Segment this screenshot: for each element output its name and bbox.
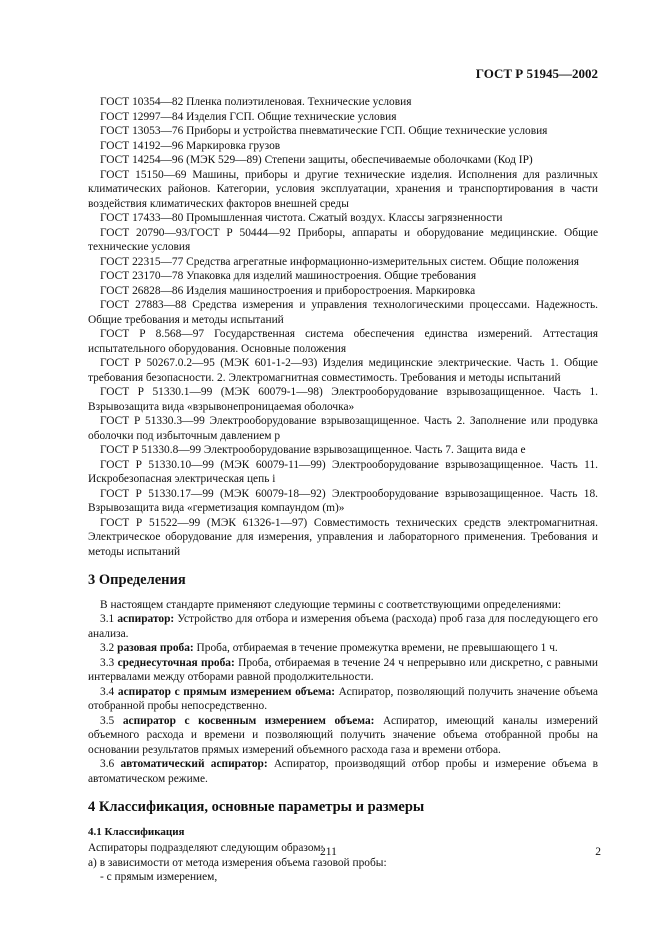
reference-item: ГОСТ 14254—96 (МЭК 529—89) Степени защиты, обеспечиваемые оболочками (Код IP) <box>100 154 533 166</box>
definition-term: аспиратор с косвенным измерением объема: <box>122 714 375 727</box>
reference-item: ГОСТ Р 51330.1—99 (МЭК 60079-1—98) Электрооборудование взрывозащищенное. Часть 1. Взрывозащита вида «взрывонепроницаемая оболочка» <box>88 386 598 413</box>
reference-item: ГОСТ Р 51522—99 (МЭК 61326-1—97) Совместимость технических средств электромагнитная. Электрическое оборудование для измерения, управления и лабораторного применения. Требования и методы испытаний <box>88 516 598 558</box>
reference-item: ГОСТ Р 8.568—97 Государственная система обеспечения единства измерений. Аттестация испытательного оборудования. Основные положения <box>88 328 598 355</box>
section-3-title: 3 Определения <box>88 572 186 588</box>
definition-text: Аспиратор, производящий отбор пробы и измерение объема в автоматическом режиме. <box>88 758 598 785</box>
reference-item: ГОСТ 10354—82 Пленка полиэтиленовая. Технические условия <box>100 96 412 108</box>
definition-item <box>88 641 598 656</box>
definition-number: 3.5 <box>100 714 115 727</box>
definition-term: разовая проба: <box>117 642 194 654</box>
classification-subitem: - с прямым измерением, <box>100 871 218 883</box>
definition-item <box>88 612 598 641</box>
page-number-center: 211 <box>320 846 337 858</box>
normative-references <box>88 95 598 559</box>
reference-item: ГОСТ Р 50267.0.2—95 (МЭК 601-1-2—93) Изделия медицинские электрические. Часть 1. Общие требования безопасности. 2. Электромагнитная совместимость. Требования и методы испытаний <box>88 357 598 384</box>
reference-item: ГОСТ 17433—80 Промышленная чистота. Сжатый воздух. Классы загрязненности <box>100 212 503 224</box>
definition-term: среднесуточная проба: <box>117 656 235 669</box>
section-3-intro: В настоящем стандарте применяют следующие термины с соответствующими определениями: <box>100 598 562 611</box>
reference-item: ГОСТ 14192—96 Маркировка грузов <box>100 139 281 152</box>
definition-item <box>88 757 598 786</box>
reference-item: ГОСТ 12997—84 Изделия ГСП. Общие технические условия <box>100 110 397 123</box>
reference-item: ГОСТ 27883—88 Средства измерения и управления технологическими процессами. Надежность. Общие требования и методы испытаний <box>88 299 598 326</box>
definition-text: Аспиратор, позволяющий получить значение объема отобранной пробы непосредственно. <box>88 685 598 712</box>
definitions-list <box>88 612 598 786</box>
reference-item: ГОСТ Р 51330.8—99 Электрооборудование взрывозащищенное. Часть 7. Защита вида e <box>100 444 526 456</box>
subsection-4-1-title: 4.1 Классификация <box>88 825 185 838</box>
page-number-right: 2 <box>595 846 601 858</box>
definition-number: 3.3 <box>100 656 115 669</box>
reference-item: ГОСТ 20790—93/ГОСТ Р 50444—92 Приборы, аппараты и оборудование медицинские. Общие технические условия <box>88 226 598 253</box>
document-body <box>88 95 598 885</box>
definition-text: Устройство для отбора и измерения объема (расхода) проб газа для последующего его анализа. <box>88 613 598 640</box>
reference-item: ГОСТ 22315—77 Средства агрегатные информационно-измерительных систем. Общие положения <box>100 255 579 268</box>
definition-text: Проба, отбираемая в течение 24 ч непрерывно или дискретно, с равными интервалами между отборами равной продолжительности. <box>88 656 598 683</box>
reference-item: ГОСТ 23170—78 Упаковка для изделий машиностроения. Общие требования <box>100 270 477 282</box>
classification-intro: Аспираторы подразделяют следующим образом: <box>88 842 324 854</box>
definition-item <box>88 656 598 685</box>
definition-number: 3.6 <box>100 758 115 770</box>
definition-term: аспиратор: <box>117 613 175 625</box>
reference-item: ГОСТ 15150—69 Машины, приборы и другие технические изделия. Исполнения для различных климатических районов. Категории, условия эксплуатации, хранения и транспортирования в части воздействия климатических факторов внешней среды <box>88 168 598 210</box>
reference-item: ГОСТ Р 51330.17—99 (МЭК 60079-18—92) Электрооборудование взрывозащищенное. Часть 18. Взрывозащита вида «герметизация компаундом (m)» <box>88 487 598 514</box>
definition-number: 3.2 <box>100 642 115 654</box>
definition-text: Проба, отбираемая в течение промежутка времени, не превышающего 1 ч. <box>193 642 558 654</box>
classification-item-a: а) в зависимости от метода измерения объема газовой пробы: <box>88 856 387 869</box>
section-4-title: 4 Классификация, основные параметры и размеры <box>88 799 425 815</box>
reference-item: ГОСТ Р 51330.10—99 (МЭК 60079-11—99) Электрооборудование взрывозащищенное. Часть 11. Искробезопасная электрическая цепь i <box>88 458 598 485</box>
definition-item <box>88 685 598 714</box>
definition-item <box>88 714 598 758</box>
reference-item: ГОСТ 26828—86 Изделия машиностроения и приборостроения. Маркировка <box>100 284 476 297</box>
document-header: ГОСТ Р 51945—2002 <box>475 66 598 81</box>
definition-term: аспиратор с прямым измерением объема: <box>117 685 336 698</box>
definition-term: автоматический аспиратор: <box>120 758 268 770</box>
definition-text: Аспиратор, имеющий каналы измерений объемного расхода и времени и позволяющий получить значение объема отобранной пробы на основании результатов прямых измерений объемного расхода газа и времени отбора. <box>88 714 598 756</box>
definition-number: 3.4 <box>100 685 115 698</box>
reference-item: ГОСТ Р 51330.3—99 Электрооборудование взрывозащищенное. Часть 2. Заполнение или продувка оболочки под избыточным давлением p <box>88 415 598 442</box>
definition-number: 3.1 <box>100 613 115 625</box>
reference-item: ГОСТ 13053—76 Приборы и устройства пневматические ГСП. Общие технические условия <box>100 125 548 137</box>
